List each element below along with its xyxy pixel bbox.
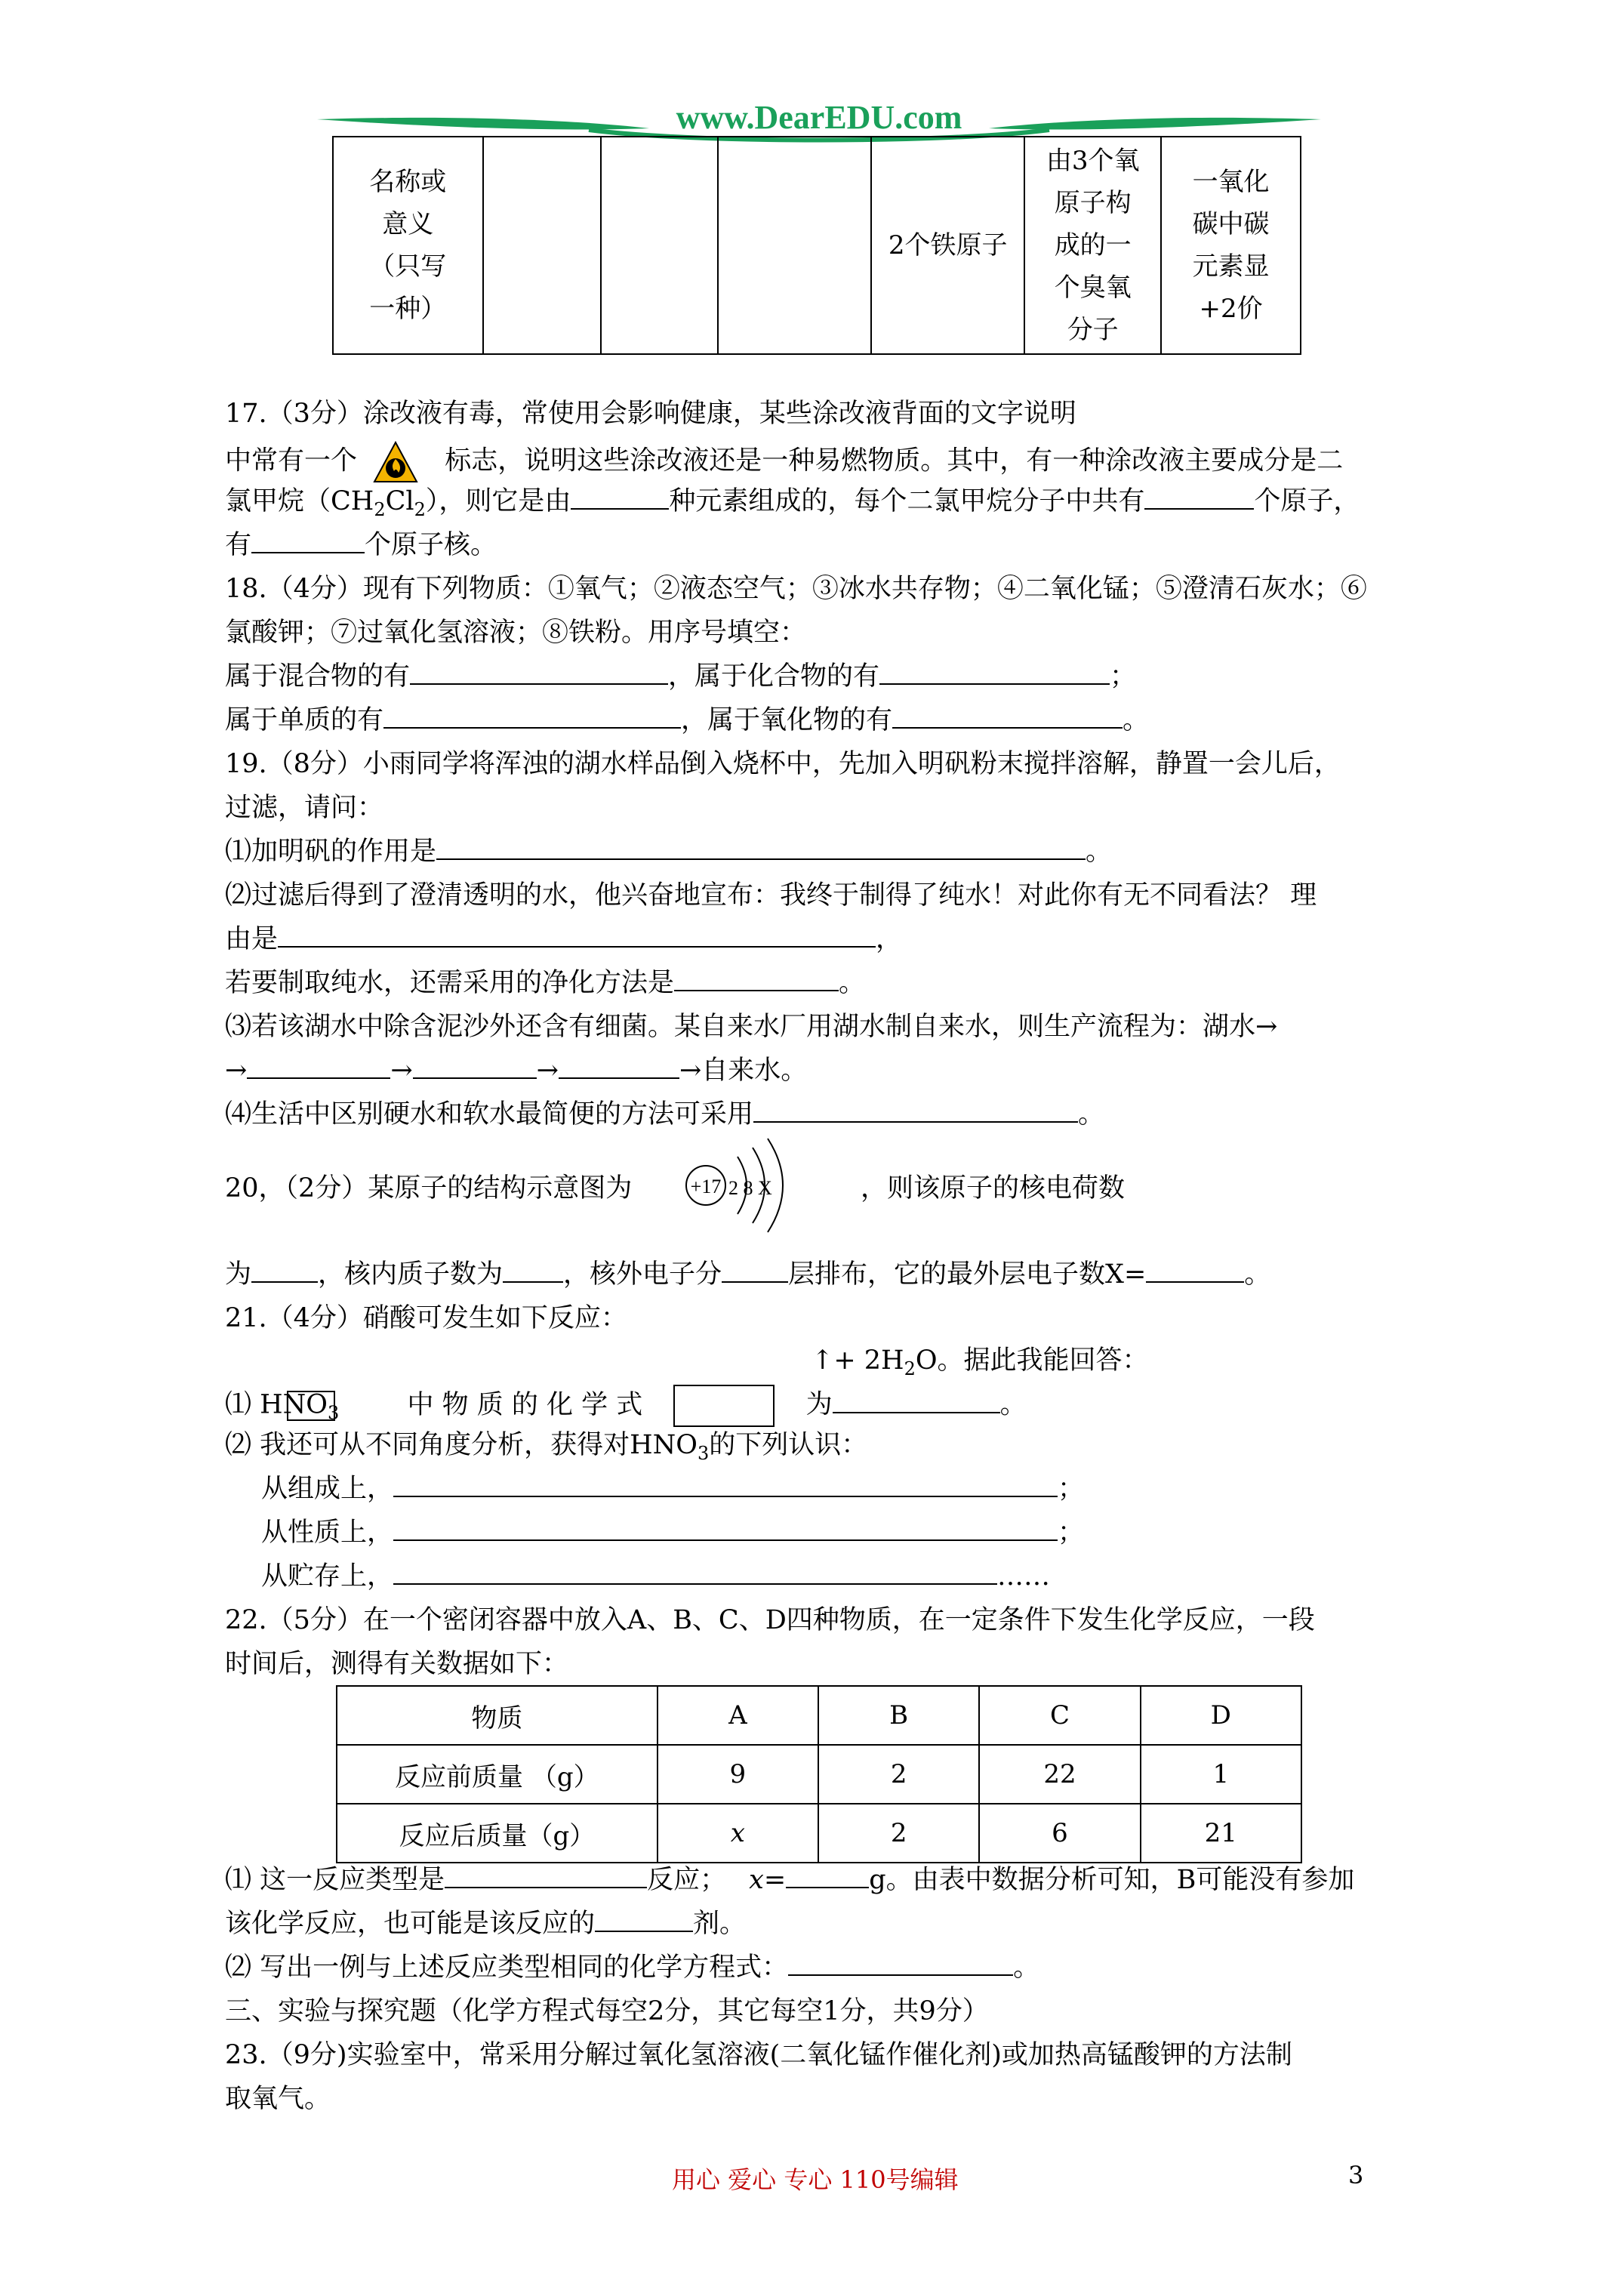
q21-line5: 从组成上， ； <box>261 1474 1085 1504</box>
blank[interactable] <box>595 1908 693 1932</box>
blank[interactable] <box>892 704 1123 729</box>
table-cell <box>718 137 872 354</box>
table-header: D <box>1141 1686 1301 1745</box>
q22-line1: 22.（5分）在一个密闭容器中放入A、B、C、D四种物质，在一定条件下发生化学反应，一段 <box>225 1605 1315 1635</box>
table-cell: 2个铁原子 <box>871 137 1024 354</box>
q21-line7: 从贮存上， …… <box>261 1561 1051 1592</box>
blank[interactable] <box>833 1389 1000 1413</box>
blank[interactable] <box>393 1561 997 1585</box>
blank[interactable] <box>436 836 1086 860</box>
table-cell <box>601 137 718 354</box>
q20-line1: 20，（2分）某原子的结构示意图为 <box>225 1173 633 1203</box>
svg-text:2 8 X: 2 8 X <box>728 1177 772 1199</box>
table-header: A <box>658 1686 818 1745</box>
blank[interactable] <box>251 1259 318 1283</box>
q17-line1: 17.（3分）涂改液有毒，常使用会影响健康，某些涂改液背面的文字说明 <box>225 399 1076 429</box>
q22-line3: ⑴ 这一反应类型是 反应； x= g。由表中数据分析可知，B可能没有参加 <box>225 1865 1355 1895</box>
flammable-icon <box>373 441 418 483</box>
blank[interactable] <box>383 704 681 729</box>
q17-line4: 有 个原子核。 <box>225 530 497 560</box>
q19-line3: ⑴加明矾的作用是 。 <box>225 837 1113 867</box>
q21-line4: ⑵ 我还可从不同角度分析，获得对$HNO_3$的下列认识： <box>225 1430 868 1464</box>
blank[interactable] <box>410 661 668 685</box>
blank[interactable] <box>571 485 669 510</box>
blank[interactable] <box>788 1952 1013 1976</box>
q17-line2: 中常有一个 标志，说明这些涂改液还是一种易燃物质。其中，有一种涂改液主要成分是二 <box>225 441 1343 483</box>
table-cell: 由3个氧原子构成的一个臭氧分子 <box>1024 137 1161 354</box>
blank[interactable] <box>674 967 839 991</box>
q23-line1: 23.（9分)实验室中，常采用分解过氧化氢溶液(二氧化锰作催化剂)或加热高锰酸钾的方法制 <box>225 2040 1292 2070</box>
q18-line2: 氯酸钾；⑦过氧化氢溶液；⑧铁粉。用序号填空： <box>225 618 807 648</box>
table-row: 反应前质量 （g） 9 2 22 1 <box>337 1745 1301 1804</box>
page-number: 3 <box>1348 2161 1364 2190</box>
q19-line5: 由是 ， <box>225 924 903 954</box>
blank[interactable] <box>393 1517 1058 1541</box>
blank[interactable] <box>1144 485 1254 510</box>
table-header: B <box>818 1686 979 1745</box>
blank[interactable] <box>247 1055 390 1079</box>
q22-line4: 该化学反应，也可能是该反应的 剂。 <box>225 1909 747 1939</box>
q18-line4: 属于单质的有 ，属于氧化物的有 。 <box>225 705 1150 735</box>
blank[interactable] <box>278 923 876 948</box>
q18-line1: 18.（4分）现有下列物质：①氧气；②液态空气；③冰水共存物；④二氧化锰；⑤澄清石灰水；⑥ <box>225 574 1367 604</box>
blank[interactable] <box>503 1259 563 1283</box>
table-row-label: 名称或意义（只写一种） <box>333 137 483 354</box>
svg-text:+17: +17 <box>690 1176 722 1197</box>
q19-line1: 19.（8分）小雨同学将浑浊的湖水样品倒入烧杯中，先加入明矾粉末搅拌溶解，静置一会儿后， <box>225 749 1341 779</box>
q22-line2: 时间后，测得有关数据如下： <box>225 1649 569 1679</box>
blank[interactable] <box>393 1473 1058 1497</box>
q21-line2: ↑+ $2H_2O$。据此我能回答： <box>812 1345 1149 1379</box>
footer-text: 用心 爱心 专心 110号编辑 <box>672 2165 959 2194</box>
mass-data-table <box>336 1685 1302 1863</box>
blank[interactable] <box>445 1864 647 1888</box>
table-cell <box>483 137 602 354</box>
table-header: 物质 <box>337 1686 658 1745</box>
q19-line4: ⑵过滤后得到了澄清透明的水，他兴奋地宣布：我终于制得了纯水！对此你有无不同看法？ 理 <box>225 880 1317 911</box>
q21-line6: 从性质上， ； <box>261 1518 1085 1548</box>
q19-line6: 若要制取纯水，还需采用的净化方法是 。 <box>225 968 866 998</box>
blank-box[interactable] <box>673 1385 775 1427</box>
q17-line3: 氯甲烷$(CH_2Cl_2)$，则它是由 种元素组成的，每个二氯甲烷分子中共有 个原子， <box>225 486 1360 520</box>
blank[interactable] <box>1146 1259 1244 1283</box>
q19-line8: → → → →自来水。 <box>225 1056 808 1086</box>
q23-line2: 取氧气。 <box>225 2084 331 2114</box>
q18-line3: 属于混合物的有 ，属于化合物的有 ； <box>225 661 1137 692</box>
blank[interactable] <box>753 1099 1078 1123</box>
atom-structure-diagram <box>683 1133 834 1238</box>
q20-line2: 为 ，核内质子数为 ，核外电子分 层排布，它的最外层电子数X= 。 <box>225 1259 1271 1290</box>
symbol-table <box>332 136 1301 355</box>
q21-line3: ⑴ $HNO_3$ 中 物 质 的 化 学 式 为 。 <box>225 1385 1027 1430</box>
blank[interactable] <box>413 1055 537 1079</box>
q21-line1: 21.（4分）硝酸可发生如下反应： <box>225 1303 627 1333</box>
section-title: 三、实验与探究题（化学方程式每空2分，其它每空1分，共9分） <box>225 1996 989 2026</box>
q22-line5: ⑵ 写出一例与上述反应类型相同的化学方程式： 。 <box>225 1952 1040 1983</box>
table-cell: 一氧化碳中碳元素显+2价 <box>1161 137 1301 354</box>
q19-line7: ⑶若该湖水中除含泥沙外还含有细菌。某自来水厂用湖水制自来水，则生产流程为：湖水→ <box>225 1012 1278 1042</box>
blank[interactable] <box>559 1055 679 1079</box>
blank[interactable] <box>879 661 1110 685</box>
q19-line9: ⑷生活中区别硬水和软水最简便的方法可采用 。 <box>225 1099 1105 1130</box>
q20-line1b: ，则该原子的核电荷数 <box>861 1173 1126 1203</box>
table-row: 反应后质量（g） x 2 6 21 <box>337 1804 1301 1863</box>
blank[interactable] <box>786 1864 869 1888</box>
q19-line2: 过滤，请问： <box>225 793 384 823</box>
blank[interactable] <box>251 529 365 553</box>
header-site-text: www.DearEDU.com <box>676 99 962 136</box>
blank-box[interactable] <box>287 1391 335 1421</box>
table-header: C <box>979 1686 1140 1745</box>
blank[interactable] <box>722 1259 788 1283</box>
